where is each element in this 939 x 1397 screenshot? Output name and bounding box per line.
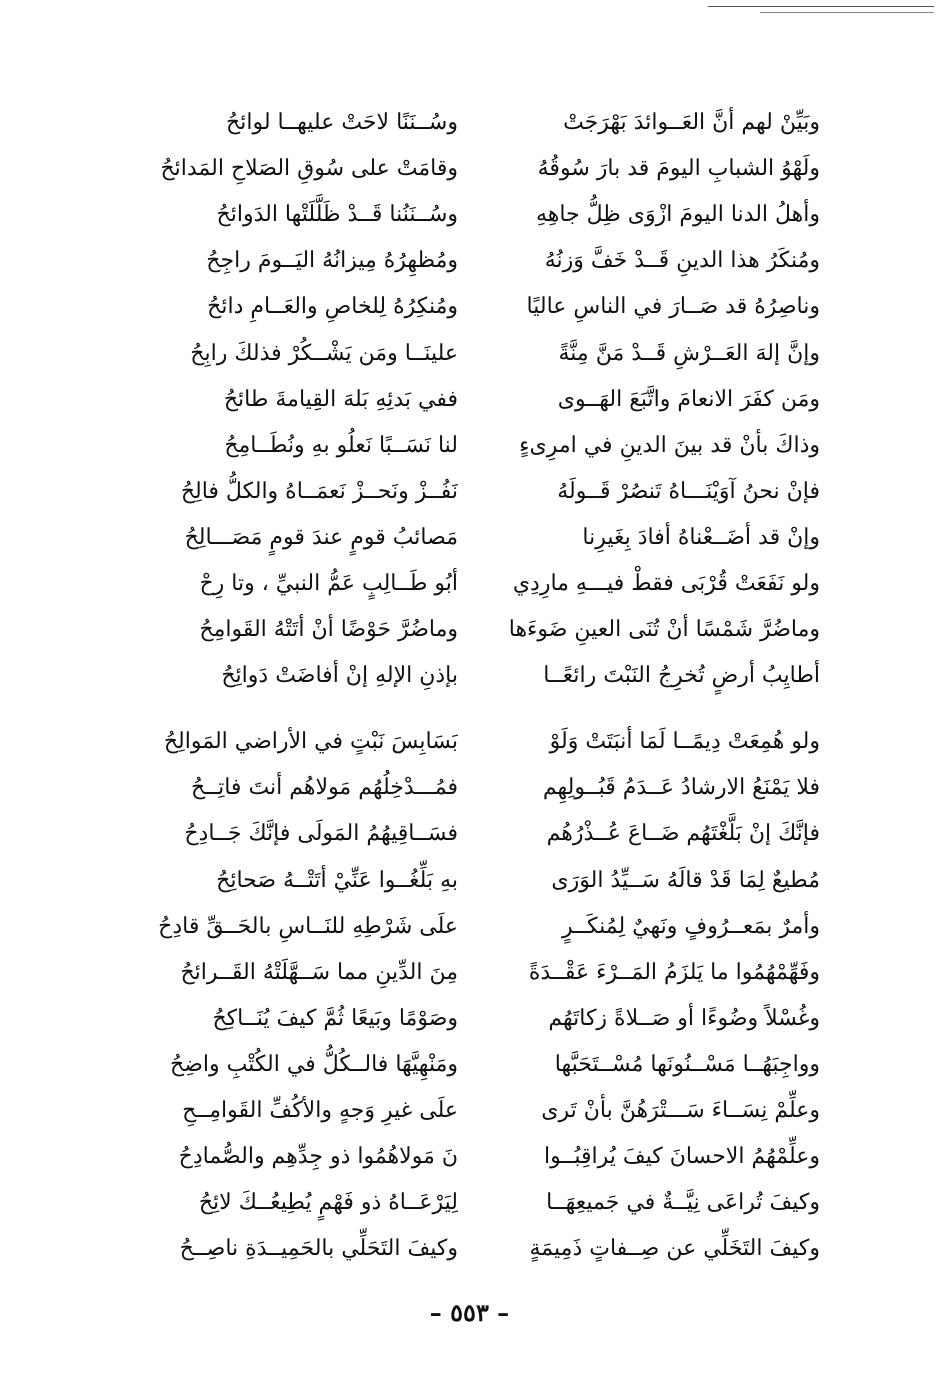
verse-second-hemistich: مِنَ الدِّينِ مما سَــهَّلَتْهُ القَــرائحُ [180, 959, 458, 985]
verse-line [140, 192, 820, 238]
verse-second-hemistich: نَفُــزْ ونَحــزْ نَعمَــاهُ والكلُّ فالِحُ [180, 478, 458, 504]
verse-line [140, 996, 820, 1042]
verse-second-hemistich: أبُو طَــالِبٍ عَمُّ النبيِّ ، وتا رِحْ [199, 570, 458, 596]
verse-line [140, 100, 820, 146]
verse-second-hemistich: وصَوْمًا وبَيعًا ثُمَّ كيفَ يُنَــاكِحُ [212, 1005, 458, 1031]
verse-second-hemistich: فمُـــدْخِلُهُم مَولاهُم أنتَ فاتِــحُ [191, 775, 458, 801]
verse-second-hemistich: نَ مَولاهُمُوا ذو جِدِّهِم والصُّمادِحُ [178, 1144, 458, 1170]
verse-second-hemistich: ومُنكِرُهُ لِلخاصِ والعَــامِ دائحُ [207, 294, 458, 320]
verse-line [140, 1088, 820, 1134]
verse-first-hemistich: مُطيعٌ لِمَا قَدْ قالَهُ سَــيِّدُ الوَرَى [551, 867, 820, 893]
verse-second-hemistich: بإذنِ الإلهِ إنْ أفاضَتْ دَوائِحُ [221, 663, 458, 689]
verse-first-hemistich: ومُنكَرُ هذا الدينِ قَــدْ خَفَّ وَزنُهُ [544, 248, 820, 274]
verse-second-hemistich: ومُظهِرُهُ مِيزانُهُ اليَــومَ راجِحُ [206, 248, 458, 274]
verse-first-hemistich: ومَن كفَرَ الانعامَ واتَّبَعَ الهَــوى [557, 386, 820, 412]
verse-line [140, 607, 820, 653]
verse-line [140, 469, 820, 515]
verse-line [140, 284, 820, 330]
verse-line [140, 811, 820, 857]
verse-line [140, 1134, 820, 1180]
verse-line [140, 146, 820, 192]
verse-line [140, 1226, 820, 1272]
verse-second-hemistich: ففي بَدئِهِ بَلهَ القِيامةَ طائحُ [223, 386, 458, 412]
verse-first-hemistich: ولو هُمِعَتْ دِيمًــا لَمَا أنبَتَتْ وَلَوْ [549, 729, 820, 755]
verse-second-hemistich: وسُــنَنُنا قَــدْ ظَلَّلَتْها الدَوائحُ [216, 202, 458, 228]
verse-first-hemistich: وأمرٌ بمَعــرُوفٍ ونَهيٌ لِمُنكَــرٍ [561, 913, 820, 939]
verse-first-hemistich: وغُسْلاً وضُوءًا أو صَــلاةً زكاتَهُم [548, 1005, 820, 1031]
verse-line [140, 904, 820, 950]
verse-second-hemistich: وكيفَ التَحَلِّي بالحَمِيــدَةِ ناصِــحُ [179, 1236, 458, 1262]
verse-second-hemistich: فسَــاقِيهُمُ المَولَى فإنَّكَ جَــادِحُ [184, 821, 458, 847]
verse-second-hemistich: علَى شَرْطِهِ للنَــاسِ بالحَــقِّ قادِحُ [158, 913, 458, 939]
verse-first-hemistich: وعلِّمْهُمُ الاحسانَ كيفَ يُراقِبُــوا [543, 1144, 820, 1170]
verse-first-hemistich: فإنَّكَ إنْ بَلَّغْتَهُم ضَــاعَ عُــذْرُهُم [546, 821, 820, 847]
verse-line [140, 653, 820, 699]
verse-first-hemistich: وكيفَ تُراعَى نِيَّــةٌ في جَميعِهَــا [546, 1190, 820, 1216]
verse-second-hemistich: علَى غيرِ وَجهٍ والأكُفِّ القَوامِــحِ [182, 1098, 458, 1124]
verse-first-hemistich: ولو نَفَعَتْ قُرْبَى فقطْ فيـــهِ مارِدِي [512, 570, 820, 596]
verse-line [140, 1180, 820, 1226]
verse-first-hemistich: وذاكَ بأنْ قد بينَ الدينِ في امرِىءٍ [519, 432, 820, 458]
verse-first-hemistich: فإنْ نحنُ آوَيْنَـــاهُ تَنصُرْ قَــولَهُ [557, 478, 820, 504]
verse-line [140, 719, 820, 765]
verse-first-hemistich: ولَهْوُ الشبابِ اليومَ قد بارَ سُوقُهُ [537, 156, 820, 182]
verse-first-hemistich: وواجِبَهُــا مَسْــنُونَها مُسْــتَحَبَّها [554, 1051, 820, 1077]
verse-first-hemistich: وإنْ قد أضَــعْناهُ أفادَ بِغَيرِنا [582, 524, 820, 550]
verse-first-hemistich: وبَيِّنْ لهم أنَّ العَــوائدَ بَهْرَجَتْ [563, 110, 820, 136]
verse-first-hemistich: فلا يَمْنَعُ الارشادُ عَــدَمُ قَبُــولِهِم [542, 775, 820, 801]
verse-first-hemistich: وماضُرَّ شَمْسًا أنْ تُنَى العينِ ضَوءَها [508, 617, 820, 643]
verse-first-hemistich: وكيفَ التَخَلِّي عن صِــفاتٍ ذَمِيمَةٍ [529, 1236, 820, 1262]
verse-second-hemistich: ومَنْهِيَّهَا فالــكُلُّ في الكُتْبِ واضِحُ [170, 1051, 458, 1077]
verse-line [140, 950, 820, 996]
verse-line [140, 561, 820, 607]
page-number: – ٥٥٣ – [429, 1298, 510, 1327]
verse-line [140, 330, 820, 376]
verse-line [140, 765, 820, 811]
verse-second-hemistich: لنا نَسَــبًا نَعلُو بهِ ونُطَــامِحُ [224, 432, 458, 458]
verse-line [140, 515, 820, 561]
verse-second-hemistich: علينَــا ومَن يَشْــكُرْ فذلكَ رابِحُ [190, 340, 458, 366]
verse-first-hemistich: وناصِرُهُ قد صَــارَ في الناسِ عاليًا [526, 294, 820, 320]
verse-first-hemistich: أطايِبُ أرضٍ تُخرِجُ النَبْتَ رائعًــا [543, 663, 820, 689]
top-rule [708, 6, 934, 7]
verse-line [140, 377, 820, 423]
verse-first-hemistich: وإنَّ إلهَ العَــرْشِ قَــدْ مَنَّ مِنَّةً [558, 340, 820, 366]
verse-first-hemistich: وأهلُ الدنا اليومَ ازْوَى ظِلُّ جاهِهِ [535, 202, 820, 228]
verse-second-hemistich: وسُــنَنًا لاحَتْ عليهــا لوائحُ [226, 110, 458, 136]
verse-second-hemistich: وماضُرَّ حَوْضًا أنْ أتَتْهُ القَوامِحُ [199, 617, 458, 643]
verse-first-hemistich: وفَهِّمْهُمُوا ما يَلزَمُ المَــرْءَ عَقْــدَةً [528, 959, 820, 985]
verse-line [140, 858, 820, 904]
verse-second-hemistich: وقامَتْ على سُوقِ الصَلاحِ المَدائحُ [160, 156, 458, 182]
verse-first-hemistich: وعلِّمْ نِسَــاءَ سَـــتْرَهُنَّ بأنْ تَرى [541, 1098, 820, 1124]
verse-line [140, 1042, 820, 1088]
verse-line [140, 238, 820, 284]
verse-second-hemistich: بهِ بَلِّغُــوا عَنِّيْ أتَتْــهُ صَحائِحُ [216, 867, 458, 893]
verse-second-hemistich: بَسَابِسَ نَبْتٍ في الأراضي المَوالِحُ [163, 729, 458, 755]
top-rule-secondary [760, 12, 934, 13]
poem-body [140, 100, 820, 1272]
verse-second-hemistich: مَصائبُ قومٍ عندَ قومٍ مَصَـــالِحُ [184, 524, 458, 550]
verse-second-hemistich: لِيَرْعَــاهُ ذو فَهْمٍ يُطِيعُــكَ لائِحُ [198, 1190, 458, 1216]
verse-line [140, 423, 820, 469]
